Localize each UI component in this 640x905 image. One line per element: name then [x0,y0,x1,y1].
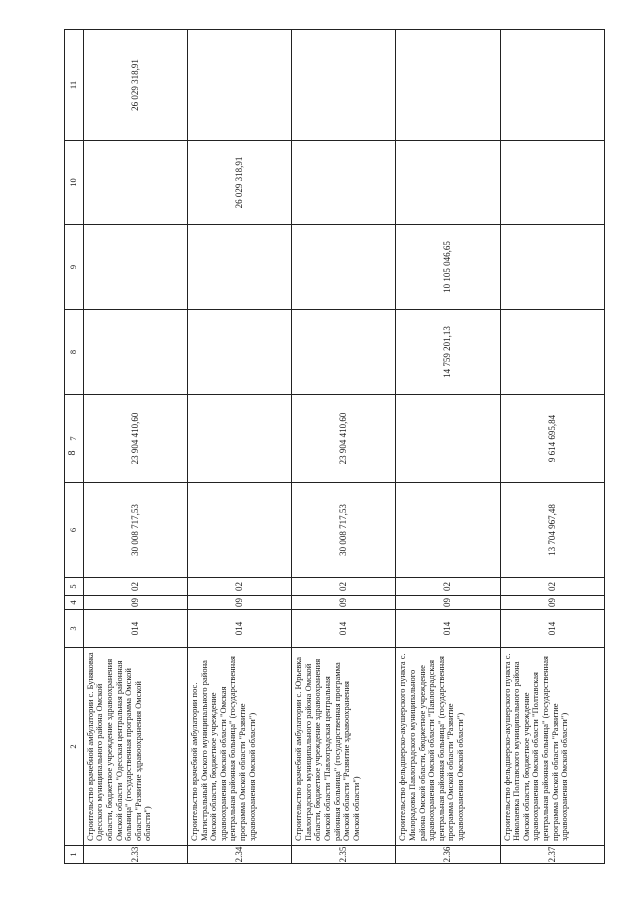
amount-col-9 [292,225,396,310]
amount-col-11 [396,30,500,141]
code-col-3: 014 [500,610,604,648]
amount-col-10 [83,141,187,225]
amount-col-10: 26 029 318,91 [188,141,292,225]
code-col-4: 09 [396,596,500,610]
amount-col-7: 9 614 695,84 [500,395,604,483]
row-number: 2.34 [188,846,292,864]
budget-table [64,29,605,864]
code-col-3: 014 [292,610,396,648]
column-header: 9 [65,225,84,310]
amount-col-6: 13 704 967,48 [500,483,604,578]
object-name: Строительство врачебной амбулатории с. Юрьевка Павлоградского муниципального района Омской области, бюджетное учреждение здравоохранения Омской области "Павлоградская центральная районная больница" (государственная программа Омской области "Развитие здравоохранения Омской области") [292,648,396,846]
row-number: 2.33 [83,846,187,864]
row-number: 2.35 [292,846,396,864]
amount-col-11: 26 029 318,91 [83,30,187,141]
column-header: 6 [65,483,84,578]
object-name: Строительство фельдшерско-акушерского пункта с. Милорадовка Павлоградского муниципального района Омской области, бюджетное учреждение здравоохранения Омской области "Павлоградская центральная районная больница" (государственная программа Омской области "Развитие здравоохранения Омской области") [396,648,500,846]
rotated-table-container [64,30,605,864]
amount-col-7 [188,395,292,483]
amount-col-11 [292,30,396,141]
row-number: 2.37 [500,846,604,864]
code-col-5: 02 [292,578,396,596]
amount-col-11 [500,30,604,141]
column-header: 8 [65,310,84,395]
code-col-3: 014 [396,610,500,648]
code-col-3: 014 [188,610,292,648]
code-col-4: 09 [83,596,187,610]
page-number: 8 [67,450,78,456]
table-row [500,30,604,864]
object-name: Строительство врачебной амбулатории с. Буняковка Одесского муниципального района Омской области, бюджетное учреждение здравоохранения Омской области "Одесская центральная районная больница" (государственная программа Омской области "Развитие здравоохранения Омской области") [83,648,187,846]
amount-col-11 [188,30,292,141]
table-row [292,30,396,864]
amount-col-8: 14 759 201,13 [396,310,500,395]
amount-col-7: 23 904 410,60 [83,395,187,483]
amount-col-9 [188,225,292,310]
amount-col-8 [292,310,396,395]
code-col-3: 014 [83,610,187,648]
column-header: 2 [65,648,84,846]
amount-col-8 [500,310,604,395]
code-col-4: 09 [292,596,396,610]
amount-col-6 [188,483,292,578]
column-header: 1 [65,846,84,864]
table-row [396,30,500,864]
column-header: 10 [65,141,84,225]
code-col-4: 09 [500,596,604,610]
code-col-4: 09 [188,596,292,610]
code-col-5: 02 [188,578,292,596]
table-row [83,30,187,864]
column-header: 7 [65,395,84,483]
amount-col-7: 23 904 410,60 [292,395,396,483]
code-col-5: 02 [396,578,500,596]
amount-col-6: 30 008 717,53 [83,483,187,578]
amount-col-10 [396,141,500,225]
amount-col-7 [396,395,500,483]
amount-col-9 [500,225,604,310]
amount-col-8 [188,310,292,395]
column-header: 3 [65,610,84,648]
code-col-5: 02 [83,578,187,596]
table-row [188,30,292,864]
column-header: 4 [65,596,84,610]
column-header: 5 [65,578,84,596]
amount-col-9: 10 105 046,65 [396,225,500,310]
amount-col-10 [292,141,396,225]
amount-col-9 [83,225,187,310]
amount-col-6: 30 008 717,53 [292,483,396,578]
amount-col-10 [500,141,604,225]
row-number: 2.36 [396,846,500,864]
amount-col-8 [83,310,187,395]
amount-col-6 [396,483,500,578]
column-number-row [65,30,84,864]
object-name: Строительство врачебной амбулатории пос. Магистральный Омского муниципального района Омской области, бюджетное учреждение здравоохранения Омской области "Омская центральная районная больница" (государственная программа Омской области "Развитие здравоохранения Омской области") [188,648,292,846]
code-col-5: 02 [500,578,604,596]
column-header: 11 [65,30,84,141]
object-name: Строительство фельдшерско-акушерского пункта с. Николаевка Полтавского муниципального района Омской области, бюджетное учреждение здравоохранения Омской области "Полтавская центральная районная больница" (государственная программа Омской области "Развитие здравоохранения Омской области") [500,648,604,846]
